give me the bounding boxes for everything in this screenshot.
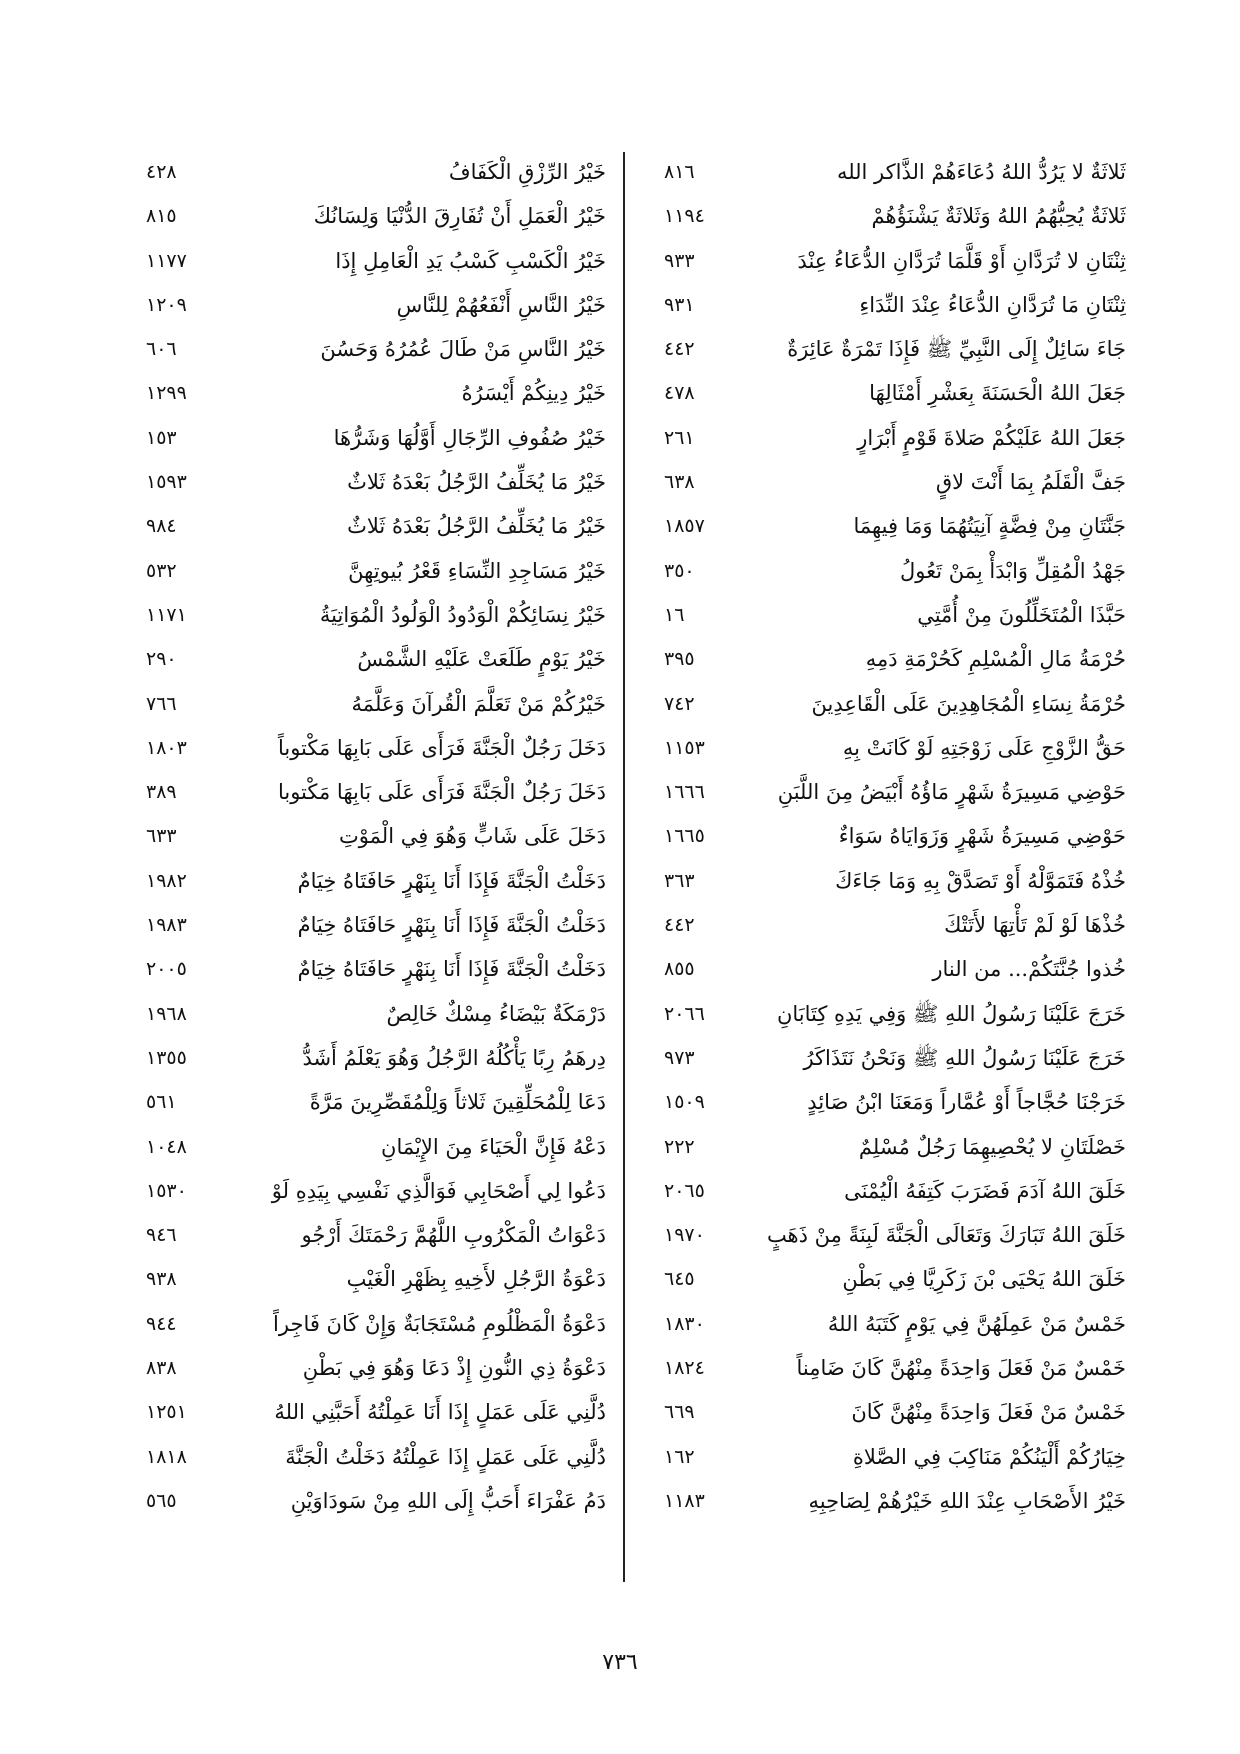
index-entry <box>652 1169 1126 1213</box>
index-entry <box>652 1036 1126 1080</box>
hadith-number: ١٨٢٤ <box>664 1357 705 1380</box>
hadith-number: ١٩٨٢ <box>146 869 187 892</box>
index-entry <box>126 1479 606 1523</box>
hadith-text: جَنَّتَانِ مِنْ فِضَّةٍ آنِيَتُهُمَا وَمَا فِيهِمَا <box>853 514 1126 539</box>
index-entry <box>652 1346 1126 1390</box>
hadith-text: خُذوا جُنَّتَكُمْ... من النار <box>932 957 1126 982</box>
index-entry <box>652 682 1126 726</box>
hadith-text: دَعَا لِلْمُحَلِّقِينَ ثَلاثاً وَلِلْمُقَصِّرِينَ مَرَّةً <box>309 1090 606 1115</box>
index-entry <box>126 283 606 327</box>
index-entry <box>126 504 606 548</box>
hadith-text: ثَلاثَةٌ لا يَرُدُّ اللهُ دُعَاءَهُمْ الذَّاكر الله <box>836 160 1126 184</box>
hadith-number: ٣٥٠ <box>664 559 695 582</box>
hadith-text: خَيْرُ الرِّزْقِ الْكَفَافُ <box>448 160 606 184</box>
hadith-number: ١٦٢ <box>664 1445 695 1468</box>
index-entry <box>126 150 606 194</box>
hadith-text: خَيْرُ مَا يُخَلِّفُ الرَّجُلُ بَعْدَهُ ثَلاثٌ <box>347 470 606 495</box>
hadith-text: خَيْرُ الأَصْحَابِ عِنْدَ اللهِ خَيْرُهُمْ لِصَاحِبِهِ <box>808 1488 1126 1513</box>
hadith-text: جَعَلَ اللهُ الْحَسَنَةَ بِعَشْرِ أَمْثَالِهَا <box>869 381 1126 406</box>
index-entry <box>652 814 1126 858</box>
hadith-text: خَيْرُ الْعَمَلِ أَنْ تُفَارِقَ الدُّنْيَا وَلِسَانُكَ <box>313 204 606 229</box>
index-entry <box>652 327 1126 371</box>
hadith-text: دَخَلَ رَجُلٌ الْجَنَّةَ فَرَأَى عَلَى بَابِهَا مَكْتوبا <box>277 780 606 805</box>
hadith-number: ١١٨٣ <box>664 1489 705 1512</box>
hadith-text: خُذْهُ فَتَمَوَّلْهُ أَوْ تَصَدَّقْ بِهِ وَمَا جَاءَكَ <box>835 868 1126 893</box>
index-entry <box>126 1036 606 1080</box>
index-entry <box>652 1390 1126 1434</box>
hadith-number: ٨١٦ <box>664 161 695 183</box>
index-entry <box>652 1213 1126 1257</box>
index-entry <box>126 194 606 238</box>
hadith-number: ١٥٠٩ <box>664 1091 705 1114</box>
hadith-number: ٥٣٢ <box>146 559 177 582</box>
hadith-text: خَيْرُ نِسَائِكُمْ الْوَدُودُ الْوَلُودُ الْمُوَاتِيَةُ <box>319 602 606 627</box>
hadith-number: ١٠٤٨ <box>146 1135 187 1158</box>
hadith-text: دُلَّنِي عَلَى عَمَلٍ إِذَا أَنَا عَمِلْتُهُ أَحَبَّنِي اللهُ <box>274 1400 606 1425</box>
hadith-number: ٩٨٤ <box>146 515 177 538</box>
hadith-text: خَيْرُ النَّاسِ مَنْ طَالَ عُمُرُهُ وَحَسُنَ <box>320 337 606 362</box>
hadith-text: خَيْرُ النَّاسِ أَنْفَعُهُمْ لِلنَّاسِ <box>396 292 606 317</box>
hadith-number: ٤٧٨ <box>664 382 695 405</box>
hadith-number: ٣٨٩ <box>146 781 177 804</box>
index-entry <box>126 327 606 371</box>
hadith-number: ١٦٦٦ <box>664 781 705 804</box>
hadith-number: ١٢٩٩ <box>146 382 187 405</box>
index-entry <box>652 903 1126 947</box>
hadith-number: ٦٣٣ <box>146 825 177 848</box>
hadith-text: خُذْهَا لَوْ لَمْ تَأْتِهَا لأَتَتْكَ <box>944 913 1126 938</box>
hadith-text: حَوْضِي مَسِيرَةُ شَهْرٍ وَزَوَايَاهُ سَوَاءٌ <box>838 824 1126 849</box>
hadith-number: ١٩٧٠ <box>664 1224 705 1247</box>
hadith-text: دَعُوا لِي أَصْحَابِي فَوَالَّذِي نَفْسِي بِيَدِهِ لَوْ <box>271 1178 606 1203</box>
hadith-text: دَمُ عَفْرَاءَ أَحَبُّ إِلَى اللهِ مِنْ سَودَاوَيْنِ <box>290 1488 606 1513</box>
hadith-number: ١٨٠٣ <box>146 736 187 759</box>
hadith-text: خَلَقَ اللهُ يَحْيَى بْنَ زَكَرِيَّا فِي بَطْنِ <box>842 1267 1126 1292</box>
hadith-text: دَعْوَةُ الْمَظْلُومِ مُسْتَجَابَةٌ وَإِنْ كَانَ فَاجِراً <box>273 1311 606 1336</box>
hadith-number: ٩٣٨ <box>146 1268 177 1291</box>
hadith-number: ٤٢٨ <box>146 161 177 183</box>
hadith-number: ٩٤٤ <box>146 1312 177 1335</box>
index-entry <box>652 371 1126 415</box>
index-entry <box>126 549 606 593</box>
hadith-number: ٨١٥ <box>146 205 177 228</box>
hadith-text: دَخَلَ عَلَى شَابٍّ وَهُوَ فِي الْمَوْتِ <box>339 824 606 849</box>
index-entry <box>126 1435 606 1479</box>
index-entry <box>652 1302 1126 1346</box>
hadith-number: ١١٥٣ <box>664 736 705 759</box>
hadith-text: ثِنْتَانِ مَا تُرَدَّانِ الدُّعَاءُ عِنْدَ النِّدَاءِ <box>859 292 1126 317</box>
hadith-text: دَعْوَاتُ الْمَكْرُوبِ اللَّهُمَّ رَحْمَتَكَ أَرْجُو <box>301 1223 606 1248</box>
index-entry <box>652 947 1126 991</box>
hadith-number: ١١٩٤ <box>664 205 705 228</box>
hadith-number: ١٣٥٥ <box>146 1046 187 1069</box>
hadith-text: دَخَلَ رَجُلٌ الْجَنَّةَ فَرَأَى عَلَى بَابِهَا مَكْتوباً <box>277 735 606 760</box>
hadith-number: ١٥٩٣ <box>146 471 187 494</box>
hadith-text: جَهْدُ الْمُقِلِّ وَابْدَأْ بِمَنْ تَعُولُ <box>899 558 1126 583</box>
hadith-number: ٦٤٥ <box>664 1268 695 1291</box>
hadith-number: ١٢٠٩ <box>146 293 187 316</box>
hadith-text: خَمْسٌ مَنْ فَعَلَ وَاحِدَةً مِنْهُنَّ كَانَ <box>851 1400 1126 1425</box>
index-entry <box>126 1302 606 1346</box>
hadith-text: دَعْهُ فَإِنَّ الْحَيَاءَ مِنَ الإِيْمَانِ <box>381 1134 606 1159</box>
index-entry <box>126 1125 606 1169</box>
hadith-text: خَيْرُكُمْ مَنْ تَعَلَّمَ الْقُرآنَ وَعَلَّمَهُ <box>351 691 606 716</box>
hadith-number: ١٨٥٧ <box>664 515 705 538</box>
hadith-number: ١١٧١ <box>146 603 187 626</box>
hadith-text: خَصْلَتَانِ لا يُحْصِيهِمَا رَجُلٌ مُسْلِمٌ <box>858 1134 1126 1159</box>
hadith-number: ٩٣١ <box>664 293 695 316</box>
hadith-number: ٤٤٢ <box>664 338 695 361</box>
hadith-text: جَعَلَ اللهُ عَلَيْكُمْ صَلاةَ قَوْمٍ أَبْرَارٍ <box>857 425 1126 450</box>
index-entry <box>652 593 1126 637</box>
hadith-number: ٦٣٨ <box>664 471 695 494</box>
hadith-text: خَرَجَ عَلَيْنَا رَسُولُ اللهِ ﷺ وَنَحْنُ نَتَذَاكَرُ <box>803 1045 1126 1070</box>
hadith-number: ١٦٦٥ <box>664 825 705 848</box>
hadith-text: دَرْمَكَةٌ بَيْضَاءُ مِسْكٌ خَالِصٌ <box>386 1001 606 1026</box>
index-entry <box>126 947 606 991</box>
hadith-text: خِيَارُكُمْ أَلْيَنُكُمْ مَنَاكِبَ فِي الصَّلاةِ <box>852 1444 1126 1469</box>
hadith-text: خَيْرُ صُفُوفِ الرِّجَالِ أَوَّلُهَا وَشَرُّهَا <box>333 425 606 450</box>
index-entry <box>126 371 606 415</box>
index-entry <box>126 637 606 681</box>
index-entry <box>126 726 606 770</box>
index-entry <box>126 1257 606 1301</box>
hadith-number: ١١٧٧ <box>146 249 187 272</box>
index-entry <box>126 1346 606 1390</box>
index-entry <box>652 1257 1126 1301</box>
hadith-text: حُرْمَةُ نِسَاءِ الْمُجَاهِدِينَ عَلَى الْقَاعِدِينَ <box>811 691 1126 716</box>
hadith-text: دَخَلْتُ الْجَنَّةَ فَإِذَا أَنَا بِنَهْرٍ حَافَتَاهُ خِيَامٌ <box>297 957 606 982</box>
hadith-text: حَوْضِي مَسِيرَةُ شَهْرٍ مَاؤُهُ أَبْيَضُ مِنَ اللَّبَنِ <box>777 780 1126 805</box>
hadith-number: ١٨١٨ <box>146 1445 187 1468</box>
hadith-text: دِرهَمُ رِبًا يَأْكُلُهُ الرَّجُلُ وَهُوَ يَعْلَمُ أَشَدُّ <box>302 1045 606 1070</box>
hadith-text: خَمْسٌ مَنْ فَعَلَ وَاحِدَةً مِنْهُنَّ كَانَ ضَامِناً <box>796 1356 1126 1381</box>
hadith-number: ٢٩٠ <box>146 648 177 671</box>
hadith-text: خَيْرُ الْكَسْبِ كَسْبُ يَدِ الْعَامِلِ إِذَا <box>335 248 606 273</box>
index-entry <box>126 1390 606 1434</box>
index-entry <box>652 726 1126 770</box>
index-entry <box>652 770 1126 814</box>
hadith-text: خَرَجْنَا حُجَّاجاً أَوْ عُمَّاراً وَمَعَنَا ابْنُ صَائِدٍ <box>807 1090 1126 1115</box>
index-entry <box>652 150 1126 194</box>
index-entry <box>126 859 606 903</box>
hadith-text: جَفَّ الْقَلَمُ بِمَا أَنْتَ لاقٍ <box>935 470 1126 495</box>
hadith-number: ٣٦٣ <box>664 869 695 892</box>
hadith-number: ١٩٦٨ <box>146 1002 187 1025</box>
hadith-number: ١٩٨٣ <box>146 914 187 937</box>
hadith-text: جَاءَ سَائِلٌ إِلَى النَّبِيِّ ﷺ فَإِذَا تَمْرَةٌ عَائِرَةٌ <box>787 337 1126 362</box>
hadith-number: ١٢٥١ <box>146 1401 187 1424</box>
column-divider <box>623 152 625 1582</box>
hadith-number: ٦٦٩ <box>664 1401 695 1424</box>
hadith-number: ١٨٣٠ <box>664 1312 705 1335</box>
hadith-number: ٩٤٦ <box>146 1224 177 1247</box>
index-entry <box>126 1213 606 1257</box>
hadith-text: حَقُّ الزَّوْجِ عَلَى زَوْجَتِهِ لَوْ كَانَتْ بِهِ <box>842 735 1126 760</box>
hadith-text: دَعْوَةُ ذِي النُّونِ إِذْ دَعَا وَهُوَ فِي بَطْنِ <box>302 1356 606 1381</box>
index-entry <box>652 1435 1126 1479</box>
hadith-text: خَيْرُ مَسَاجِدِ النِّسَاءِ قَعْرُ بُيوتِهِنَّ <box>348 558 606 583</box>
hadith-number: ١٦ <box>664 603 685 626</box>
index-entry <box>126 416 606 460</box>
hadith-text: ثَلاثَةٌ يُحِبُّهُمُ اللهُ وَثَلاثَةٌ يَشْنَؤُهُمْ <box>871 204 1126 229</box>
hadith-number: ٩٣٣ <box>664 249 695 272</box>
right-column <box>652 150 1126 1523</box>
hadith-number: ٢٦١ <box>664 426 695 449</box>
index-entry <box>126 460 606 504</box>
hadith-text: دُلَّنِي عَلَى عَمَلٍ إِذَا عَمِلْتُهُ دَخَلْتُ الْجَنَّةَ <box>285 1444 606 1469</box>
hadith-number: ٨٥٥ <box>664 958 695 981</box>
index-entry <box>652 637 1126 681</box>
index-entry <box>126 770 606 814</box>
hadith-number: ١٥٣٠ <box>146 1179 187 1202</box>
index-entry <box>126 682 606 726</box>
index-entry <box>652 549 1126 593</box>
hadith-number: ٧٦٦ <box>146 692 177 715</box>
index-entry <box>652 1125 1126 1169</box>
hadith-number: ٢٠٦٦ <box>664 1002 705 1025</box>
hadith-number: ٥٦١ <box>146 1091 177 1114</box>
hadith-text: خَلَقَ اللهُ آدَمَ فَضَرَبَ كَتِفَهُ الْيُمْنَى <box>844 1178 1126 1203</box>
hadith-text: ثِنْتَانِ لا تُرَدَّانِ أَوْ قَلَّمَا تُرَدَّانِ الدُّعَاءُ عِنْدَ <box>797 248 1126 273</box>
index-entry <box>126 1169 606 1213</box>
hadith-text: خَيْرُ مَا يُخَلِّفُ الرَّجُلُ بَعْدَهُ ثَلاثٌ <box>347 514 606 539</box>
index-entry <box>652 194 1126 238</box>
hadith-text: خَرَجَ عَلَيْنَا رَسُولُ اللهِ ﷺ وَفِي يَدِهِ كِتَابَانِ <box>776 1001 1126 1026</box>
index-entry <box>126 992 606 1036</box>
hadith-number: ٦٠٦ <box>146 338 177 361</box>
index-entry <box>126 593 606 637</box>
hadith-number: ٢٠٦٥ <box>664 1179 705 1202</box>
hadith-text: دَخَلْتُ الْجَنَّةَ فَإِذَا أَنَا بِنَهْرٍ حَافَتَاهُ خِيَامٌ <box>297 913 606 938</box>
index-entry <box>652 1080 1126 1124</box>
hadith-text: دَعْوَةُ الرَّجُلِ لأَخِيهِ بِظَهْرِ الْغَيْبِ <box>346 1267 606 1292</box>
hadith-text: حُرْمَةُ مَالِ الْمُسْلِمِ كَحُرْمَةِ دَمِهِ <box>865 647 1126 672</box>
index-entry <box>126 239 606 283</box>
hadith-number: ٩٧٣ <box>664 1046 695 1069</box>
hadith-number: ٧٤٢ <box>664 692 695 715</box>
hadith-number: ١٥٣ <box>146 426 177 449</box>
index-entry <box>652 504 1126 548</box>
hadith-text: حَبَّذَا الْمُتَخَلِّلُونَ مِنْ أُمَّتِي <box>917 602 1126 627</box>
hadith-number: ٣٩٥ <box>664 648 695 671</box>
index-entry <box>652 416 1126 460</box>
index-entry <box>652 239 1126 283</box>
hadith-text: خَيْرُ دِينِكُمْ أَيْسَرُهُ <box>461 381 606 406</box>
index-entry <box>126 1080 606 1124</box>
hadith-number: ٢٢٢ <box>664 1135 695 1158</box>
hadith-text: خَلَقَ اللهُ تَبَارَكَ وَتَعَالَى الْجَنَّةَ لَبِنَةً مِنْ ذَهَبٍ <box>766 1223 1126 1248</box>
index-entry <box>652 460 1126 504</box>
hadith-number: ٤٤٢ <box>664 914 695 937</box>
hadith-text: خَمْسٌ مَنْ عَمِلَهُنَّ فِي يَوْمٍ كَتَبَهُ اللهُ <box>827 1311 1126 1336</box>
index-entry <box>652 859 1126 903</box>
hadith-text: دَخَلْتُ الْجَنَّةَ فَإِذَا أَنَا بِنَهْرٍ حَافَتَاهُ خِيَامٌ <box>297 868 606 893</box>
index-entry <box>652 283 1126 327</box>
index-entry <box>126 903 606 947</box>
hadith-number: ٨٣٨ <box>146 1357 177 1380</box>
index-entry <box>652 1479 1126 1523</box>
hadith-number: ٢٠٠٥ <box>146 958 187 981</box>
hadith-text: خَيْرُ يَوْمٍ طَلَعَتْ عَلَيْهِ الشَّمْسُ <box>357 647 606 672</box>
left-column <box>126 150 606 1523</box>
index-entry <box>126 814 606 858</box>
page-number: ٧٣٦ <box>602 1650 638 1675</box>
index-entry <box>652 992 1126 1036</box>
hadith-number: ٥٦٥ <box>146 1489 177 1512</box>
